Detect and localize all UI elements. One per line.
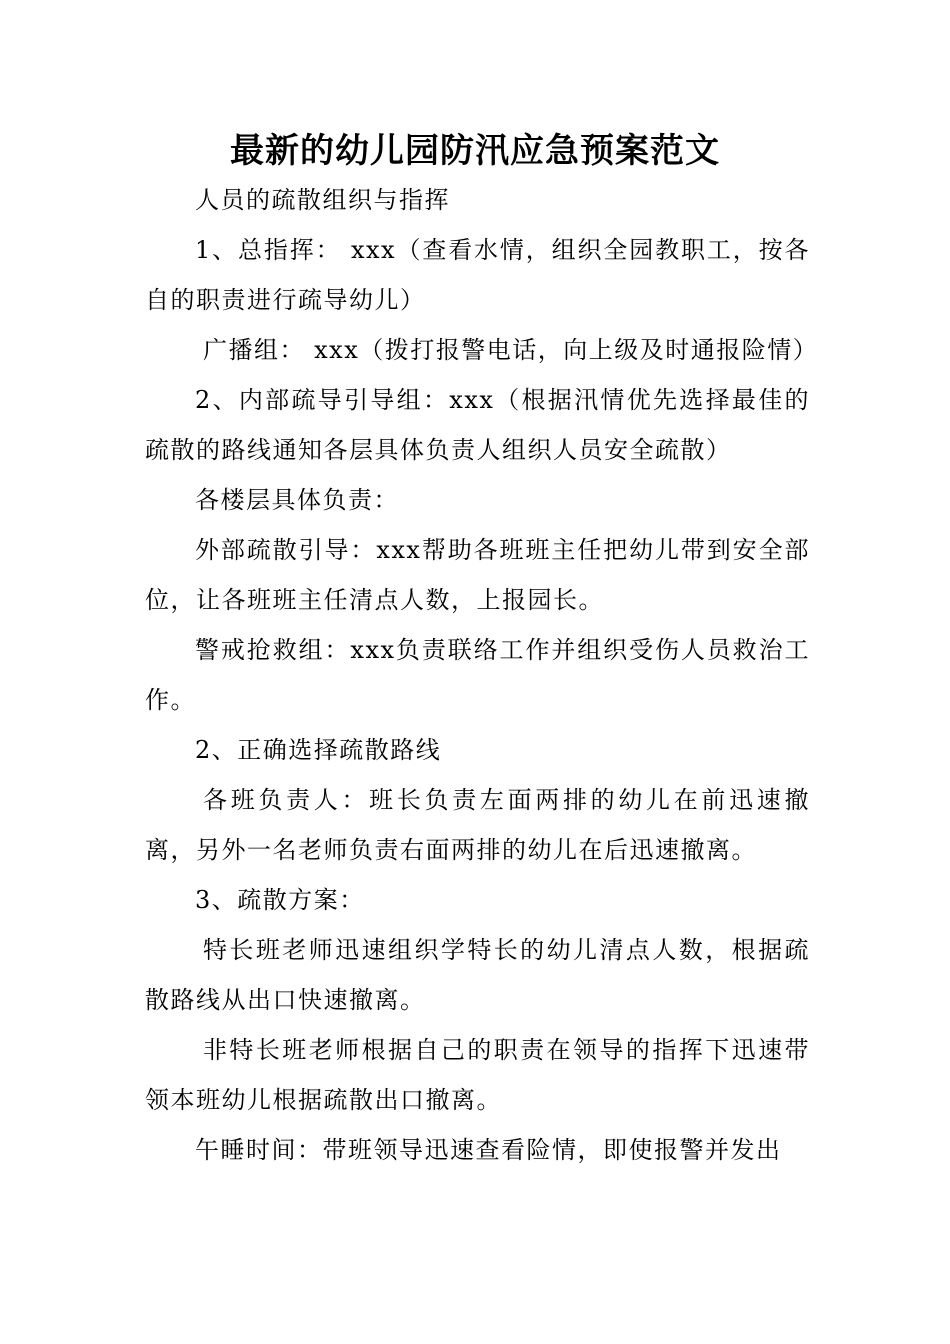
document-title: 最新的幼儿园防汛应急预案范文 [230, 131, 720, 171]
paragraph-rescue-group: 警戒抢救组：xxx负责联络工作并组织受伤人员救治工作。 [145, 636, 810, 714]
paragraph-route-heading: 2、正确选择疏散路线 [195, 736, 442, 764]
document-body [145, 175, 819, 1175]
paragraph-special-class: 特长班老师迅速组织学特长的幼儿清点人数，根据疏散路线从出口快速撤离。 [145, 936, 810, 1014]
paragraph-floor-responsible: 各楼层具体负责： [195, 486, 399, 514]
paragraph-regular-class: 非特长班老师根据自己的职责在领导的指挥下迅速带领本班幼儿根据疏散出口撤离。 [145, 1036, 810, 1114]
paragraph-evacuation-heading: 人员的疏散组织与指挥 [195, 186, 450, 214]
paragraph-nap-time: 午睡时间：带班领导迅速查看险情，即使报警并发出 [195, 1136, 782, 1164]
paragraph-internal-guide-group: 2、内部疏导引导组：xxx（根据汛情优先选择最佳的疏散的路线通知各层具体负责人组织人员安全疏散） [145, 386, 810, 464]
paragraph-external-guide: 外部疏散引导：xxx帮助各班班主任把幼儿带到安全部位，让各班班主任清点人数，上报园长。 [145, 536, 810, 614]
paragraph-plan-heading: 3、疏散方案： [195, 886, 365, 914]
paragraph-class-responsible: 各班负责人：班长负责左面两排的幼儿在前迅速撤离，另外一名老师负责右面两排的幼儿在后迅速撤离。 [145, 786, 810, 864]
paragraph-broadcast-group: 广播组： xxx（拨打报警电话，向上级及时通报险情） [203, 336, 819, 364]
paragraph-commander: 1、总指挥： xxx（查看水情，组织全园教职工，按各自的职责进行疏导幼儿） [145, 236, 810, 314]
